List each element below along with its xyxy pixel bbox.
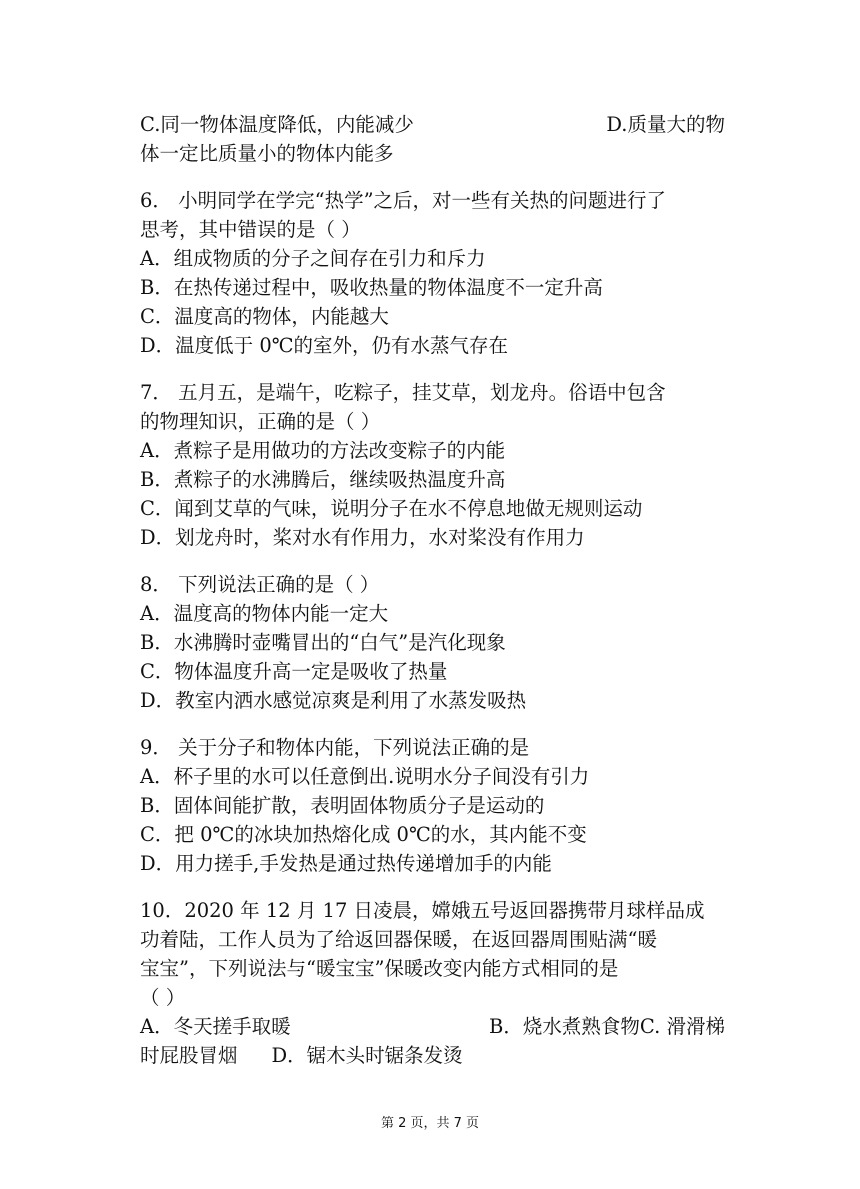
q8-option-c: C．物体温度升高一定是吸收了热量: [140, 660, 448, 683]
q6-option-c: C．温度高的物体，内能越大: [140, 305, 389, 328]
q10-stem-line4: （ ）: [140, 986, 186, 1009]
q8-option-a: A．温度高的物体内能一定大: [140, 602, 389, 625]
q10-options-bc: [489, 1012, 725, 1041]
q8-stem: 8． 下列说法正确的是（ ）: [140, 573, 380, 596]
q10-option-c-start: C. 滑滑梯: [639, 1015, 725, 1038]
q10-stem-line1: 10．2020 年 12 月 17 日凌晨，嫦娥五号返回器携带月球样品成: [140, 899, 705, 922]
q6-stem-line1: 6． 小明同学在学完“热学”之后，对一些有关热的问题进行了: [140, 189, 667, 212]
q6-option-a: A．组成物质的分子之间存在引力和斥力: [140, 247, 486, 270]
q10-option-d: D．锯木头时锯条发烫: [271, 1044, 463, 1067]
q5-option-d-start: D.质量大的物: [606, 113, 725, 136]
page-footer: 第 2 页，共 7 页: [380, 1116, 480, 1131]
q8-option-b: B．水沸腾时壶嘴冒出的“白气”是汽化现象: [140, 631, 506, 654]
q9-option-a: A．杯子里的水可以任意倒出.说明水分子间没有引力: [140, 765, 590, 788]
q10-option-b: B．烧水煮熟食物: [489, 1015, 640, 1038]
q7-option-d: D．划龙舟时，桨对水有作用力，水对桨没有作用力: [140, 526, 585, 549]
q9-option-c: C．把 0℃的冰块加热熔化成 0℃的水，其内能不变: [140, 823, 587, 846]
q9-option-b: B．固体间能扩散，表明固体物质分子是运动的: [140, 794, 545, 817]
q7-option-b: B．煮粽子的水沸腾后，继续吸热温度升高: [140, 468, 506, 491]
q9-stem: 9． 关于分子和物体内能，下列说法正确的是: [140, 736, 530, 759]
q5-option-c: C.同一物体温度降低，内能减少: [140, 113, 414, 136]
q10-stem-line3: 宝宝”，下列说法与“暖宝宝”保暖改变内能方式相同的是: [140, 957, 619, 980]
q7-option-c: C．闻到艾草的气味，说明分子在水不停息地做无规则运动: [140, 497, 643, 520]
q8-option-d: D．教室内洒水感觉凉爽是利用了水蒸发吸热: [140, 689, 527, 712]
q9-option-d: D．用力搓手,手发热是通过热传递增加手的内能: [140, 852, 552, 875]
q10-options-line2: [140, 1041, 725, 1070]
q7-stem-line2: 的物理知识，正确的是（ ）: [140, 410, 381, 433]
q10-option-a: A．冬天搓手取暖: [140, 1015, 291, 1038]
q10-stem-line2: 功着陆，工作人员为了给返回器保暖，在返回器周围贴满“暖: [140, 928, 657, 951]
q6-option-d: D．温度低于 0℃的室外，仍有水蒸气存在: [140, 334, 509, 357]
q6-option-b: B．在热传递过程中，吸收热量的物体温度不一定升高: [140, 276, 603, 299]
page-content: [140, 110, 725, 1070]
q10-options-line1: [140, 1012, 725, 1041]
q7-option-a: A．煮粽子是用做功的方法改变粽子的内能: [140, 439, 506, 462]
q7-stem-line1: 7． 五月五，是端午，吃粽子，挂艾草，划龙舟。俗语中包含: [140, 381, 666, 404]
q5-options-line: [140, 110, 725, 139]
q10-option-c-cont: 时屁股冒烟: [140, 1044, 238, 1067]
q6-stem-line2: 思考，其中错误的是（ ）: [140, 218, 361, 241]
q5-option-d-cont: 体一定比质量小的物体内能多: [140, 142, 394, 165]
